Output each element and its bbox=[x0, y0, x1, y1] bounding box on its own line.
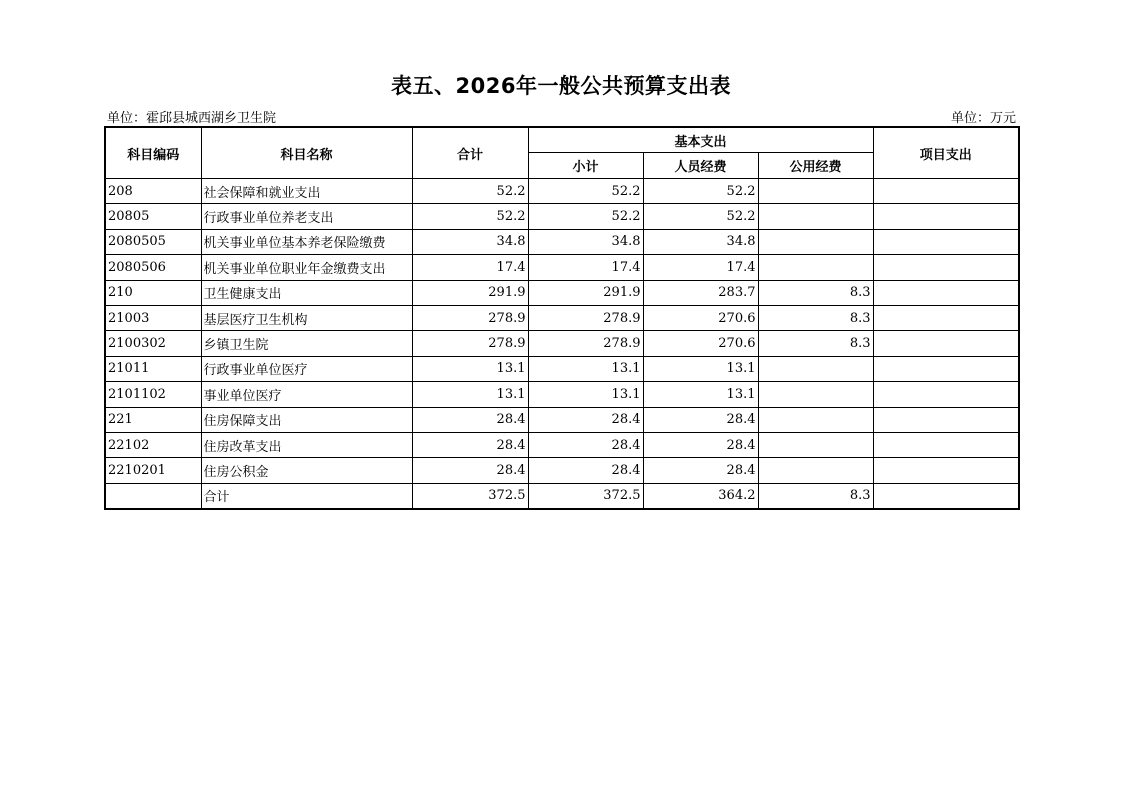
cell-personnel: 28.4 bbox=[643, 407, 758, 432]
cell-personnel: 52.2 bbox=[643, 204, 758, 229]
organization-unit-label: 单位：霍邱县城西湖乡卫生院 bbox=[107, 111, 277, 126]
header-total: 合计 bbox=[412, 127, 528, 179]
cell-public bbox=[758, 458, 873, 483]
cell-personnel: 28.4 bbox=[643, 432, 758, 457]
cell-total: 372.5 bbox=[412, 483, 528, 509]
cell-project bbox=[873, 229, 1019, 254]
header-project-expenditure: 项目支出 bbox=[873, 127, 1019, 179]
table-row bbox=[105, 331, 1019, 356]
cell-public bbox=[758, 229, 873, 254]
table-row bbox=[105, 229, 1019, 254]
cell-public: 8.3 bbox=[758, 280, 873, 305]
cell-code: 20805 bbox=[105, 204, 201, 229]
cell-personnel: 34.8 bbox=[643, 229, 758, 254]
cell-subtotal: 28.4 bbox=[528, 458, 643, 483]
table-row bbox=[105, 204, 1019, 229]
cell-name: 行政事业单位医疗 bbox=[201, 356, 412, 381]
cell-name: 机关事业单位基本养老保险缴费 bbox=[201, 229, 412, 254]
cell-project bbox=[873, 331, 1019, 356]
cell-project bbox=[873, 356, 1019, 381]
cell-personnel: 364.2 bbox=[643, 483, 758, 509]
cell-name: 基层医疗卫生机构 bbox=[201, 305, 412, 330]
cell-code: 22102 bbox=[105, 432, 201, 457]
table-row bbox=[105, 255, 1019, 280]
cell-total: 52.2 bbox=[412, 179, 528, 204]
cell-public: 8.3 bbox=[758, 483, 873, 509]
cell-total: 17.4 bbox=[412, 255, 528, 280]
cell-subtotal: 34.8 bbox=[528, 229, 643, 254]
table-row bbox=[105, 432, 1019, 457]
budget-table bbox=[104, 126, 1020, 510]
cell-project bbox=[873, 432, 1019, 457]
cell-project bbox=[873, 305, 1019, 330]
table-row bbox=[105, 483, 1019, 509]
cell-name: 乡镇卫生院 bbox=[201, 331, 412, 356]
cell-code: 210 bbox=[105, 280, 201, 305]
cell-public bbox=[758, 407, 873, 432]
cell-public: 8.3 bbox=[758, 331, 873, 356]
cell-subtotal: 52.2 bbox=[528, 179, 643, 204]
table-header bbox=[105, 127, 1019, 179]
header-personnel: 人员经费 bbox=[643, 153, 758, 179]
cell-total: 28.4 bbox=[412, 432, 528, 457]
cell-code: 208 bbox=[105, 179, 201, 204]
cell-personnel: 28.4 bbox=[643, 458, 758, 483]
cell-total: 28.4 bbox=[412, 458, 528, 483]
cell-personnel: 270.6 bbox=[643, 331, 758, 356]
cell-subtotal: 13.1 bbox=[528, 356, 643, 381]
cell-subtotal: 52.2 bbox=[528, 204, 643, 229]
cell-name: 住房保障支出 bbox=[201, 407, 412, 432]
currency-unit-label: 单位：万元 bbox=[950, 111, 1016, 126]
table-row bbox=[105, 280, 1019, 305]
cell-project bbox=[873, 382, 1019, 407]
header-code: 科目编码 bbox=[105, 127, 201, 179]
cell-public: 8.3 bbox=[758, 305, 873, 330]
header-basic-expenditure: 基本支出 bbox=[528, 127, 873, 153]
cell-name: 事业单位医疗 bbox=[201, 382, 412, 407]
header-name: 科目名称 bbox=[201, 127, 412, 179]
cell-project bbox=[873, 204, 1019, 229]
cell-public bbox=[758, 382, 873, 407]
cell-project bbox=[873, 280, 1019, 305]
cell-subtotal: 28.4 bbox=[528, 407, 643, 432]
table-row bbox=[105, 382, 1019, 407]
table-row bbox=[105, 179, 1019, 204]
cell-subtotal: 13.1 bbox=[528, 382, 643, 407]
cell-code: 2100302 bbox=[105, 331, 201, 356]
cell-personnel: 270.6 bbox=[643, 305, 758, 330]
cell-project bbox=[873, 255, 1019, 280]
cell-personnel: 17.4 bbox=[643, 255, 758, 280]
cell-total: 278.9 bbox=[412, 305, 528, 330]
cell-name: 住房改革支出 bbox=[201, 432, 412, 457]
cell-project bbox=[873, 458, 1019, 483]
cell-subtotal: 372.5 bbox=[528, 483, 643, 509]
cell-name: 机关事业单位职业年金缴费支出 bbox=[201, 255, 412, 280]
table-body bbox=[105, 179, 1019, 510]
cell-project bbox=[873, 407, 1019, 432]
cell-public bbox=[758, 356, 873, 381]
cell-name: 卫生健康支出 bbox=[201, 280, 412, 305]
cell-name: 住房公积金 bbox=[201, 458, 412, 483]
cell-total: 52.2 bbox=[412, 204, 528, 229]
cell-code: 2210201 bbox=[105, 458, 201, 483]
cell-public bbox=[758, 255, 873, 280]
table-row bbox=[105, 407, 1019, 432]
table-row bbox=[105, 356, 1019, 381]
cell-personnel: 283.7 bbox=[643, 280, 758, 305]
table-row bbox=[105, 458, 1019, 483]
table-row bbox=[105, 305, 1019, 330]
cell-name: 合计 bbox=[201, 483, 412, 509]
cell-personnel: 13.1 bbox=[643, 382, 758, 407]
cell-public bbox=[758, 179, 873, 204]
cell-total: 34.8 bbox=[412, 229, 528, 254]
cell-code: 21011 bbox=[105, 356, 201, 381]
cell-name: 社会保障和就业支出 bbox=[201, 179, 412, 204]
cell-personnel: 52.2 bbox=[643, 179, 758, 204]
cell-code: 2101102 bbox=[105, 382, 201, 407]
cell-subtotal: 278.9 bbox=[528, 331, 643, 356]
cell-public bbox=[758, 432, 873, 457]
cell-name: 行政事业单位养老支出 bbox=[201, 204, 412, 229]
cell-total: 13.1 bbox=[412, 356, 528, 381]
cell-project bbox=[873, 179, 1019, 204]
cell-code bbox=[105, 483, 201, 509]
cell-code: 2080505 bbox=[105, 229, 201, 254]
cell-total: 278.9 bbox=[412, 331, 528, 356]
cell-subtotal: 278.9 bbox=[528, 305, 643, 330]
cell-code: 221 bbox=[105, 407, 201, 432]
cell-personnel: 13.1 bbox=[643, 356, 758, 381]
header-subtotal: 小计 bbox=[528, 153, 643, 179]
cell-subtotal: 291.9 bbox=[528, 280, 643, 305]
cell-subtotal: 17.4 bbox=[528, 255, 643, 280]
cell-project bbox=[873, 483, 1019, 509]
cell-code: 21003 bbox=[105, 305, 201, 330]
cell-subtotal: 28.4 bbox=[528, 432, 643, 457]
page-title: 表五、2026年一般公共预算支出表 bbox=[391, 74, 731, 98]
cell-total: 28.4 bbox=[412, 407, 528, 432]
header-public: 公用经费 bbox=[758, 153, 873, 179]
cell-public bbox=[758, 204, 873, 229]
cell-total: 13.1 bbox=[412, 382, 528, 407]
cell-code: 2080506 bbox=[105, 255, 201, 280]
cell-total: 291.9 bbox=[412, 280, 528, 305]
